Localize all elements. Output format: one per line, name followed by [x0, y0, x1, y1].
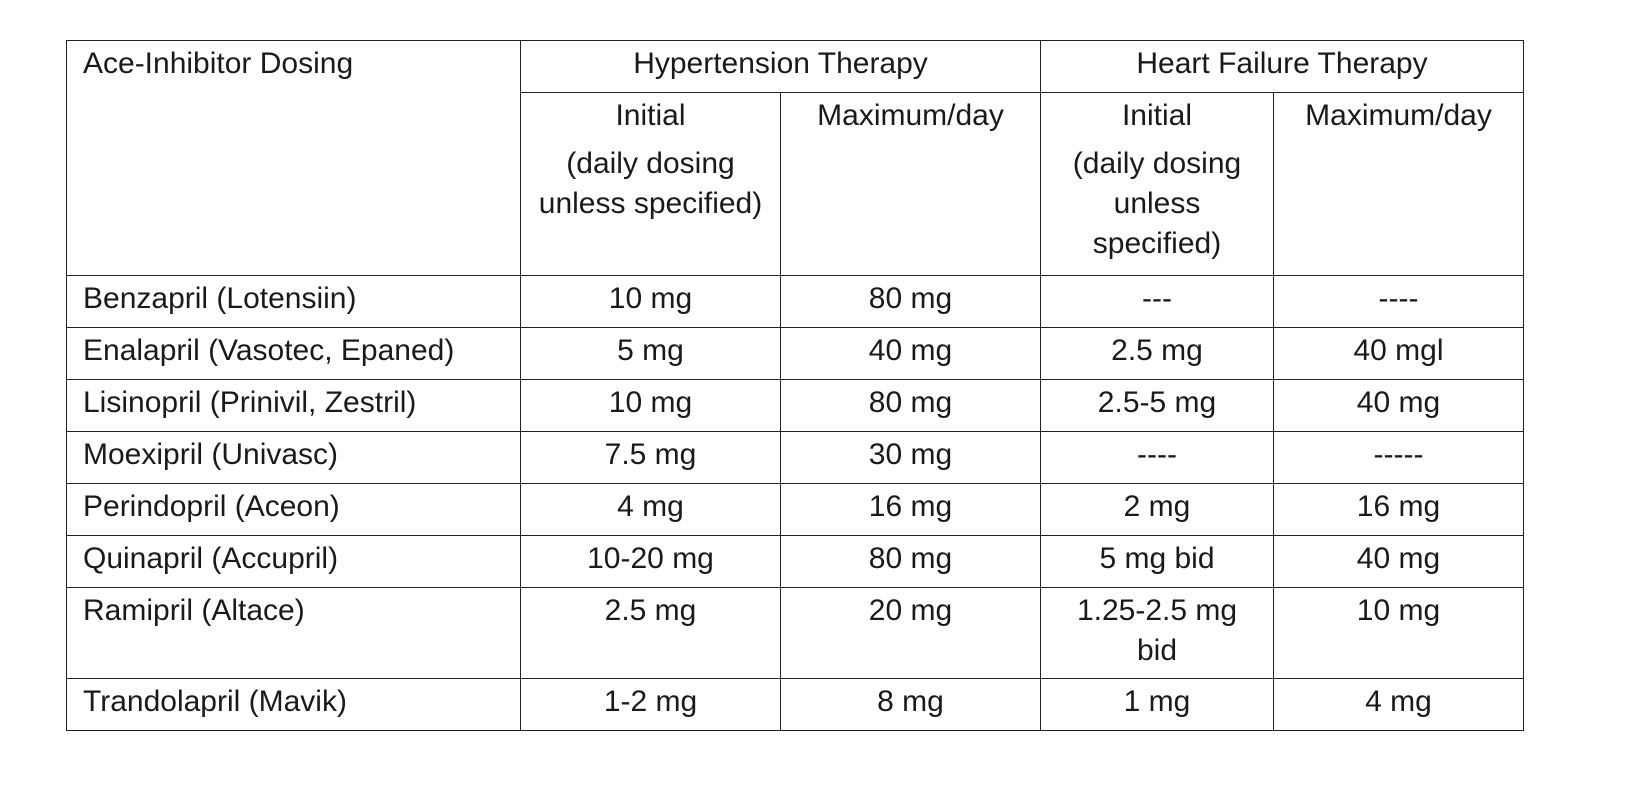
- hf-initial-cell: 5 mg bid: [1041, 536, 1274, 588]
- drug-name-cell: Quinapril (Accupril): [67, 536, 521, 588]
- drug-name-cell: Lisinopril (Prinivil, Zestril): [67, 380, 521, 432]
- drug-name-cell: Enalapril (Vasotec, Epaned): [67, 328, 521, 380]
- hf-initial-cell: 1 mg: [1041, 679, 1274, 731]
- table-row: [67, 380, 1524, 432]
- hf-max-cell: 4 mg: [1274, 679, 1524, 731]
- subheader-ht-initial: [521, 93, 781, 276]
- drug-name-cell: Benzapril (Lotensiin): [67, 276, 521, 328]
- hf-max-cell: 16 mg: [1274, 484, 1524, 536]
- table-row: [67, 328, 1524, 380]
- drug-name-cell: Ramipril (Altace): [67, 588, 521, 679]
- hf-initial-cell: 2 mg: [1041, 484, 1274, 536]
- hf-initial-cell: 2.5 mg: [1041, 328, 1274, 380]
- ht-max-cell: 80 mg: [781, 536, 1041, 588]
- subheader-ht-max-label: Maximum/day: [817, 99, 1004, 132]
- subheader-hf-max-label: Maximum/day: [1305, 99, 1492, 132]
- subheader-ht-initial-note: (daily dosing unless specified): [538, 147, 763, 220]
- table-row: [67, 432, 1524, 484]
- ht-initial-cell: 10 mg: [521, 380, 781, 432]
- ht-max-cell: 30 mg: [781, 432, 1041, 484]
- subheader-ht-max: [781, 93, 1041, 276]
- ht-max-cell: 80 mg: [781, 276, 1041, 328]
- group-header-heart-failure: [1041, 41, 1524, 93]
- table-row: [67, 536, 1524, 588]
- corner-header-cell: [67, 41, 521, 276]
- ht-initial-cell: 1-2 mg: [521, 679, 781, 731]
- hf-max-cell: 40 mg: [1274, 380, 1524, 432]
- ht-max-cell: 8 mg: [781, 679, 1041, 731]
- hf-max-cell: 10 mg: [1274, 588, 1524, 679]
- drug-name-cell: Perindopril (Aceon): [67, 484, 521, 536]
- ht-max-cell: 16 mg: [781, 484, 1041, 536]
- table-row: [67, 588, 1524, 679]
- table-row: [67, 679, 1524, 731]
- subheader-hf-initial-label: Initial: [1121, 99, 1193, 132]
- hf-initial-cell: 1.25-2.5 mg bid: [1041, 588, 1274, 679]
- table-row: [67, 484, 1524, 536]
- group-label-hypertension: Hypertension Therapy: [633, 47, 928, 80]
- group-header-hypertension: [521, 41, 1041, 93]
- ht-initial-cell: 2.5 mg: [521, 588, 781, 679]
- ht-initial-cell: 4 mg: [521, 484, 781, 536]
- ht-max-cell: 80 mg: [781, 380, 1041, 432]
- hf-max-cell: -----: [1274, 432, 1524, 484]
- subheader-hf-initial-note: (daily dosing unless specified): [1072, 147, 1242, 260]
- group-label-heart-failure: Heart Failure Therapy: [1136, 47, 1428, 80]
- ht-initial-cell: 7.5 mg: [521, 432, 781, 484]
- ht-initial-cell: 10 mg: [521, 276, 781, 328]
- ht-max-cell: 40 mg: [781, 328, 1041, 380]
- subheader-hf-max: [1274, 93, 1524, 276]
- hf-max-cell: 40 mg: [1274, 536, 1524, 588]
- corner-label: Ace-Inhibitor Dosing: [83, 47, 354, 80]
- hf-max-cell: ----: [1274, 276, 1524, 328]
- hf-max-cell: 40 mgl: [1274, 328, 1524, 380]
- drug-name-cell: Trandolapril (Mavik): [67, 679, 521, 731]
- subheader-ht-initial-label: Initial: [615, 99, 686, 132]
- table-row: [67, 276, 1524, 328]
- hf-initial-cell: 2.5-5 mg: [1041, 380, 1274, 432]
- ht-max-cell: 20 mg: [781, 588, 1041, 679]
- subheader-hf-initial: [1041, 93, 1274, 276]
- ht-initial-cell: 10-20 mg: [521, 536, 781, 588]
- drug-name-cell: Moexipril (Univasc): [67, 432, 521, 484]
- ace-inhibitor-dosing-table: [66, 40, 1524, 731]
- ht-initial-cell: 5 mg: [521, 328, 781, 380]
- hf-initial-cell: ----: [1041, 432, 1274, 484]
- hf-initial-cell: ---: [1041, 276, 1274, 328]
- header-row-groups: [67, 41, 1524, 93]
